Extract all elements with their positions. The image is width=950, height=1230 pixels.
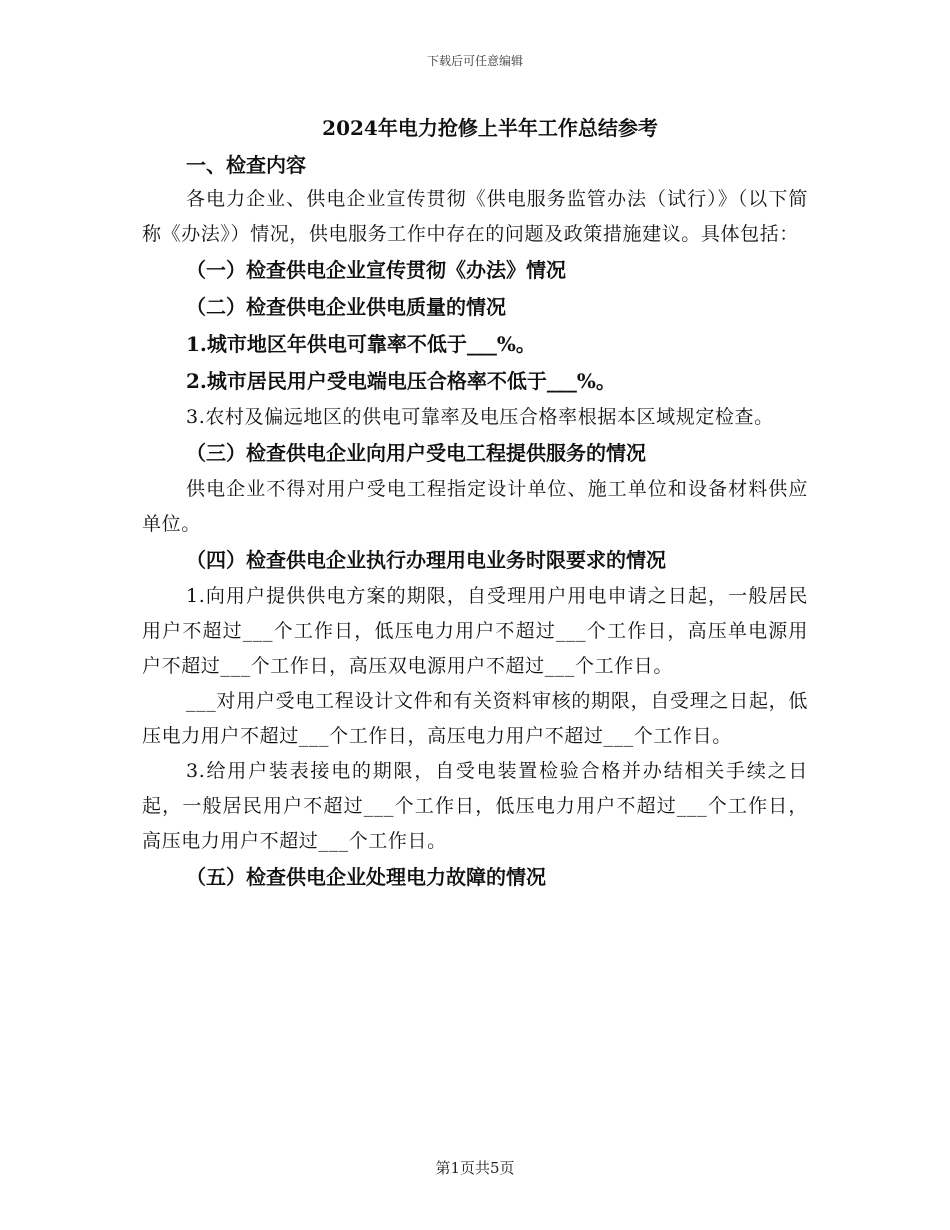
subsection-2-heading: （二）检查供电企业供电质量的情况 bbox=[186, 295, 506, 319]
subsection-3-paragraph: 供电企业不得对用户受电工程指定设计单位、施工单位和设备材料供应单位。 bbox=[142, 478, 808, 535]
item-2-2: 2.城市居民用户受电端电压合格率不低于___%。 bbox=[186, 369, 616, 393]
item-4-3: 3.给用户装表接电的期限，自受电装置检验合格并办结相关手续之日起，一般居民用户不超过___个工作日，低压电力用户不超过___个工作日，高压电力用户不超过___个工作日。 bbox=[142, 760, 808, 852]
document-body bbox=[142, 112, 808, 896]
item-4-2: ___对用户受电工程设计文件和有关资料审核的期限，自受理之日起，低压电力用户不超过___个工作日，高压电力用户不超过___个工作日。 bbox=[142, 690, 808, 747]
page-number-footer: 第1页共5页 bbox=[435, 1159, 515, 1177]
document-title: 2024年电力抢修上半年工作总结参考 bbox=[322, 116, 658, 140]
subsection-3-heading: （三）检查供电企业向用户受电工程提供服务的情况 bbox=[186, 441, 646, 465]
subsection-1-heading: （一）检查供电企业宣传贯彻《办法》情况 bbox=[186, 258, 566, 282]
item-2-1: 1.城市地区年供电可靠率不低于___%。 bbox=[186, 332, 536, 356]
section-heading-inspection-content: 一、检查内容 bbox=[186, 153, 306, 177]
intro-paragraph: 各电力企业、供电企业宣传贯彻《供电服务监管办法（试行）》（以下简称《办法》）情况，供电服务工作中存在的问题及政策措施建议。具体包括： bbox=[142, 188, 808, 245]
item-4-1: 1.向用户提供供电方案的期限，自受理用户用电申请之日起，一般居民用户不超过___个工作日，低压电力用户不超过___个工作日，高压单电源用户不超过___个工作日，高压双电源用户不超过___个工作日。 bbox=[142, 585, 808, 677]
subsection-4-heading: （四）检查供电企业执行办理用电业务时限要求的情况 bbox=[186, 548, 666, 572]
header-note: 下载后可任意编辑 bbox=[426, 54, 523, 68]
subsection-5-heading: （五）检查供电企业处理电力故障的情况 bbox=[186, 865, 546, 889]
item-2-3: 3.农村及偏远地区的供电可靠率及电压合格率根据本区域规定检查。 bbox=[186, 406, 774, 428]
